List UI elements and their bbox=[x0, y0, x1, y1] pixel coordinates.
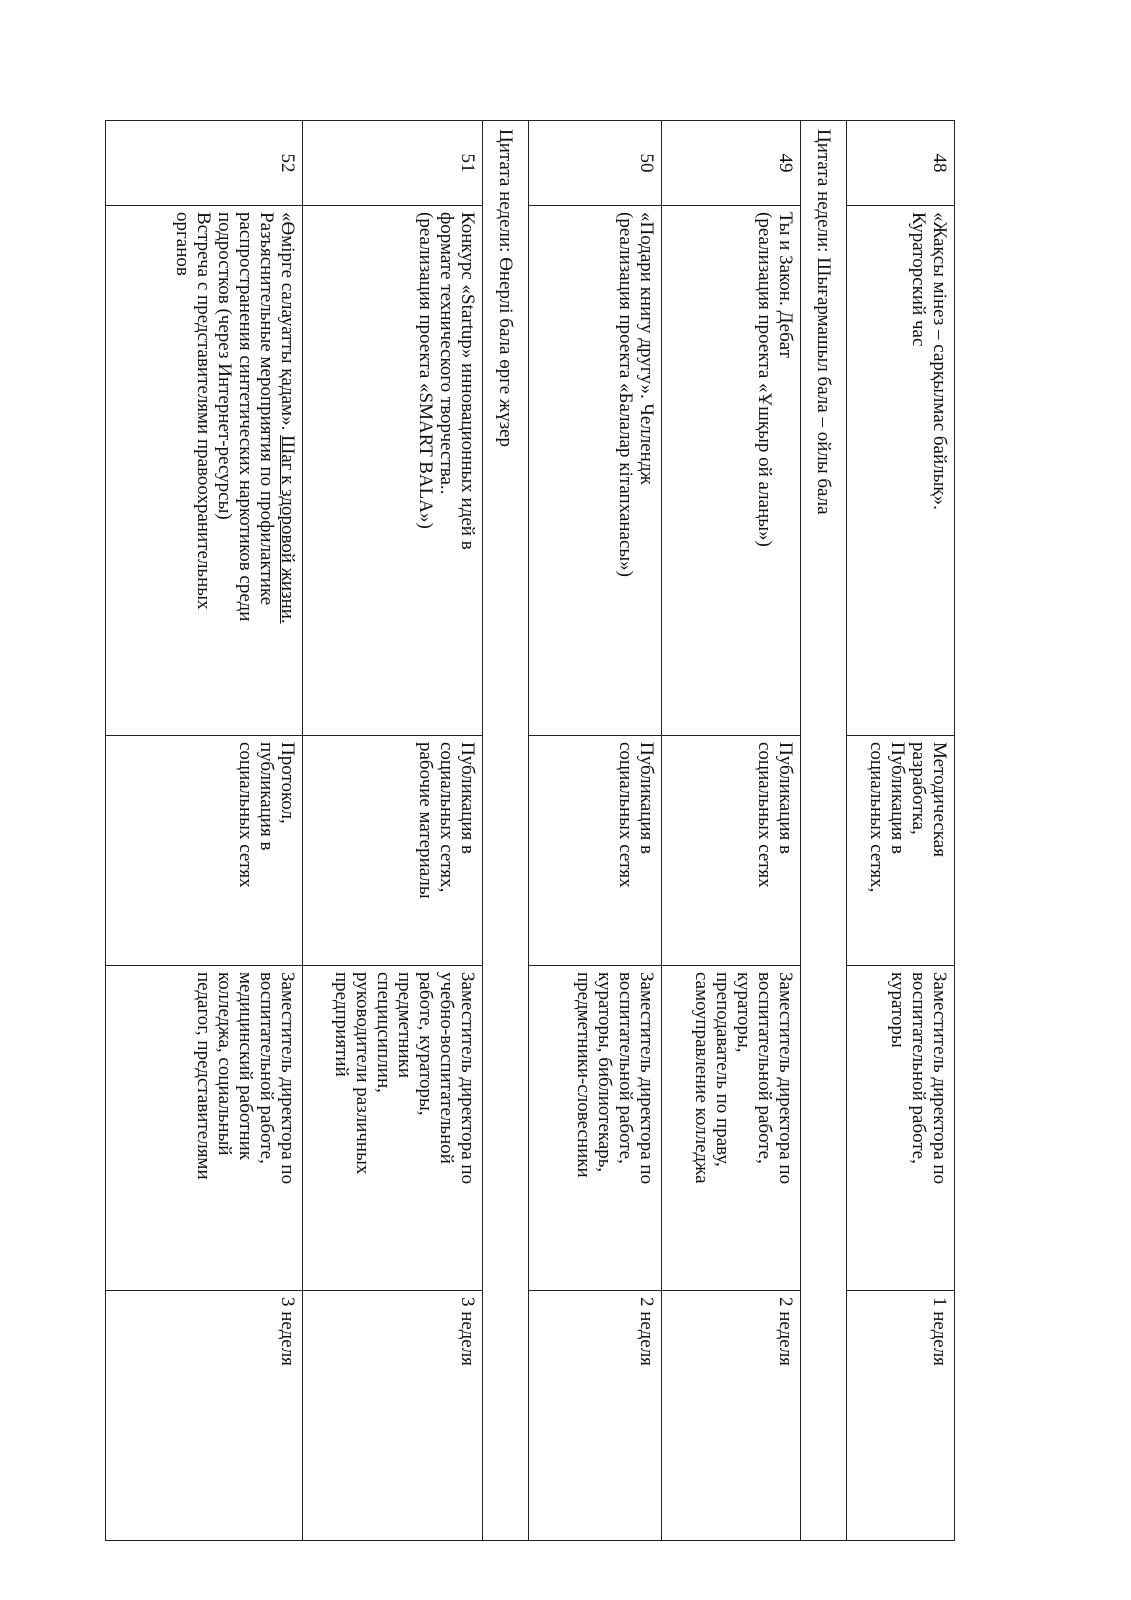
result-line: социальных сетях bbox=[234, 742, 256, 888]
term-cell: 2 неделя bbox=[529, 1291, 662, 1541]
result-line: социальных сетях, bbox=[436, 742, 458, 893]
responsible-line: колледжа, социальный bbox=[213, 972, 235, 1156]
row-number: 49 bbox=[662, 121, 801, 206]
result-line: разработка, bbox=[908, 742, 929, 835]
responsible-line: самоуправление колледжа bbox=[691, 972, 713, 1184]
result-line: Публикация в bbox=[887, 742, 908, 854]
event-line: (реализация проекта «SMART BALA») bbox=[415, 212, 437, 529]
event-line: формате технического творчества.. bbox=[436, 212, 458, 495]
quote-of-week: Цитата недели: Шығармашыл бала – ойлы бала bbox=[801, 121, 847, 1541]
table-row bbox=[847, 121, 955, 1541]
event-line: распространения синтетических наркотиков среди bbox=[234, 212, 256, 622]
quote-of-week: Цитата недели: Өнерлі бала өрге жүзер bbox=[483, 121, 529, 1541]
event-cell bbox=[106, 206, 303, 736]
event-subtitle-underlined: Шаг к здоровой жизни. bbox=[276, 435, 298, 624]
result-line: Методическая bbox=[929, 742, 950, 857]
result-cell bbox=[529, 736, 662, 966]
event-line: Кураторский час bbox=[908, 212, 929, 347]
responsible-line: Заместитель директора по bbox=[276, 972, 298, 1185]
result-line: социальных сетях, bbox=[866, 742, 887, 893]
responsible-line: воспитательной работе, bbox=[754, 972, 776, 1164]
result-line: Публикация в bbox=[775, 742, 797, 854]
row-number: 52 bbox=[106, 121, 303, 206]
term-cell: 1 неделя bbox=[847, 1291, 955, 1541]
event-line: Конкурс «Startup» инновационных идей в bbox=[457, 212, 479, 550]
events-table bbox=[105, 120, 955, 1541]
event-cell bbox=[529, 206, 662, 736]
row-number: 51 bbox=[302, 121, 482, 206]
event-line: (реализация проекта «Балалар кітапханасы») bbox=[615, 212, 637, 577]
responsible-cell bbox=[847, 966, 955, 1291]
term-cell: 3 неделя bbox=[302, 1291, 482, 1541]
result-line: социальных сетях bbox=[754, 742, 776, 888]
term-cell: 3 неделя bbox=[106, 1291, 303, 1541]
result-line: социальных сетях bbox=[615, 742, 637, 888]
responsible-cell bbox=[662, 966, 801, 1291]
responsible-line: медицинский работник bbox=[234, 972, 256, 1161]
responsible-line: предприятий bbox=[331, 972, 353, 1077]
event-line: «Жақсы мінез – сарқылмас байлық». bbox=[929, 212, 950, 510]
event-line: (реализация проекта «Ұшқыр ой алаңы») bbox=[754, 212, 776, 547]
responsible-line: преподаватель по праву, bbox=[712, 972, 734, 1167]
responsible-line: воспитательной работе, bbox=[615, 972, 637, 1164]
responsible-line: Заместитель директора по bbox=[636, 972, 658, 1185]
responsible-cell bbox=[302, 966, 482, 1291]
responsible-cell bbox=[529, 966, 662, 1291]
responsible-line: воспитательной работе, bbox=[255, 972, 277, 1164]
responsible-line: предметники bbox=[394, 972, 416, 1079]
row-number: 48 bbox=[847, 121, 955, 206]
plan-table-rotated bbox=[105, 120, 955, 1540]
row-number: 50 bbox=[529, 121, 662, 206]
responsible-line: педагог, представителями bbox=[192, 972, 214, 1180]
event-line: органов bbox=[171, 212, 193, 276]
result-line: публикация в bbox=[255, 742, 277, 851]
responsible-line: кураторы bbox=[887, 972, 908, 1048]
event-cell bbox=[662, 206, 801, 736]
event-line: «Подари книгу другу». Челлендж bbox=[636, 212, 658, 485]
event-cell bbox=[847, 206, 955, 736]
result-cell bbox=[847, 736, 955, 966]
result-line: Публикация в bbox=[636, 742, 658, 854]
responsible-line: руководители различных bbox=[352, 972, 374, 1175]
responsible-line: работе, кураторы, bbox=[415, 972, 437, 1116]
responsible-line: Заместитель директора по bbox=[929, 972, 950, 1185]
event-line: Встреча с представителями правоохранительных bbox=[192, 212, 214, 610]
responsible-line: учебно-воспитательной bbox=[436, 972, 458, 1164]
responsible-line: Заместитель директора по bbox=[457, 972, 479, 1185]
quote-row bbox=[801, 121, 847, 1541]
responsible-line: кураторы, библиотекарь, bbox=[594, 972, 616, 1173]
event-title: «Өмірге салауатты қадам». bbox=[276, 212, 298, 436]
responsible-cell bbox=[106, 966, 303, 1291]
event-line: Ты и Закон. Дебат bbox=[775, 212, 797, 359]
responsible-line: специцсиплин, bbox=[373, 972, 395, 1093]
responsible-line: Заместитель директора по bbox=[775, 972, 797, 1185]
table-row bbox=[106, 121, 303, 1541]
responsible-line: предметники-словесники bbox=[573, 972, 595, 1178]
table-row bbox=[529, 121, 662, 1541]
table-row bbox=[662, 121, 801, 1541]
event-line: подростков (через Интернет-ресурсы) bbox=[213, 212, 235, 520]
event-line: Разъяснительные мероприятия по профилактике bbox=[255, 212, 277, 606]
term-cell: 2 неделя bbox=[662, 1291, 801, 1541]
result-cell bbox=[662, 736, 801, 966]
event-cell bbox=[302, 206, 482, 736]
result-cell bbox=[106, 736, 303, 966]
responsible-line: воспитательной работе, bbox=[908, 972, 929, 1164]
result-line: рабочие материалы bbox=[415, 742, 437, 899]
result-line: Протокол, bbox=[276, 742, 298, 824]
table-row bbox=[302, 121, 482, 1541]
result-cell bbox=[302, 736, 482, 966]
result-line: Публикация в bbox=[457, 742, 479, 854]
responsible-line: кураторы, bbox=[733, 972, 755, 1053]
quote-row bbox=[483, 121, 529, 1541]
